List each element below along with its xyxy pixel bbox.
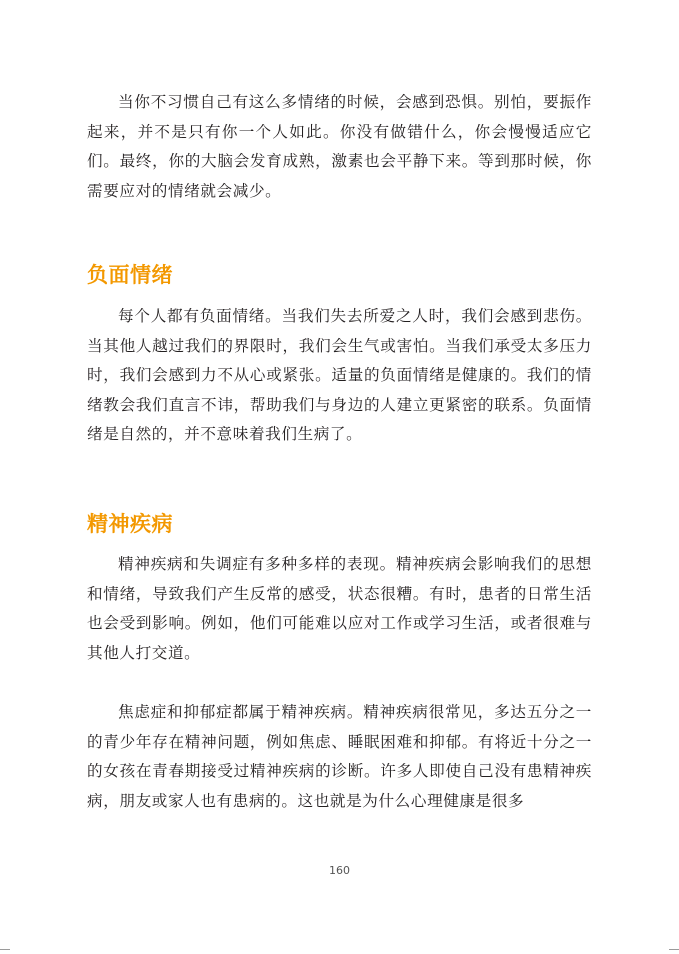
paragraph-mental-illness-forms: 精神疾病和失调症有多种多样的表现。精神疾病会影响我们的思想和情绪，导致我们产生反常的感受，状态很糟。有时，患者的日常生活也会受到影响。例如，他们可能难以应对工作或学习生活，或者很难与其他人打交道。	[87, 555, 592, 662]
page-number: 160	[329, 864, 350, 877]
paragraph-fear-of-emotions: 当你不习惯自己有这么多情绪的时候，会感到恐惧。别怕，要振作起来，并不是只有你一个人如此。你没有做错什么，你会慢慢适应它们。最终，你的大脑会发育成熟，激素也会平静下来。等到那时候，你需要应对的情绪就会减少。	[87, 93, 592, 200]
paragraph-anxiety-depression: 焦虑症和抑郁症都属于精神疾病。精神疾病很常见，多达五分之一的青少年存在精神问题，例如焦虑、睡眠困难和抑郁。有将近十分之一的女孩在青春期接受过精神疾病的诊断。许多人即使自己没有患精神疾病，朋友或家人也有患病的。这也就是为什么心理健康是很多	[87, 703, 592, 810]
paragraph-negative-emotions: 每个人都有负面情绪。当我们失去所爱之人时，我们会感到悲伤。当其他人越过我们的界限时，我们会生气或害怕。当我们承受太多压力时，我们会感到力不从心或紧张。适量的负面情绪是健康的。我们的情绪教会我们直言不讳，帮助我们与身边的人建立更紧密的联系。负面情绪是自然的，并不意味着我们生病了。	[87, 307, 592, 443]
heading-mental-illness: 精神疾病	[87, 512, 173, 536]
crop-mark-left	[0, 949, 10, 950]
heading-negative-emotions: 负面情绪	[87, 263, 173, 287]
crop-mark-right	[669, 949, 679, 950]
